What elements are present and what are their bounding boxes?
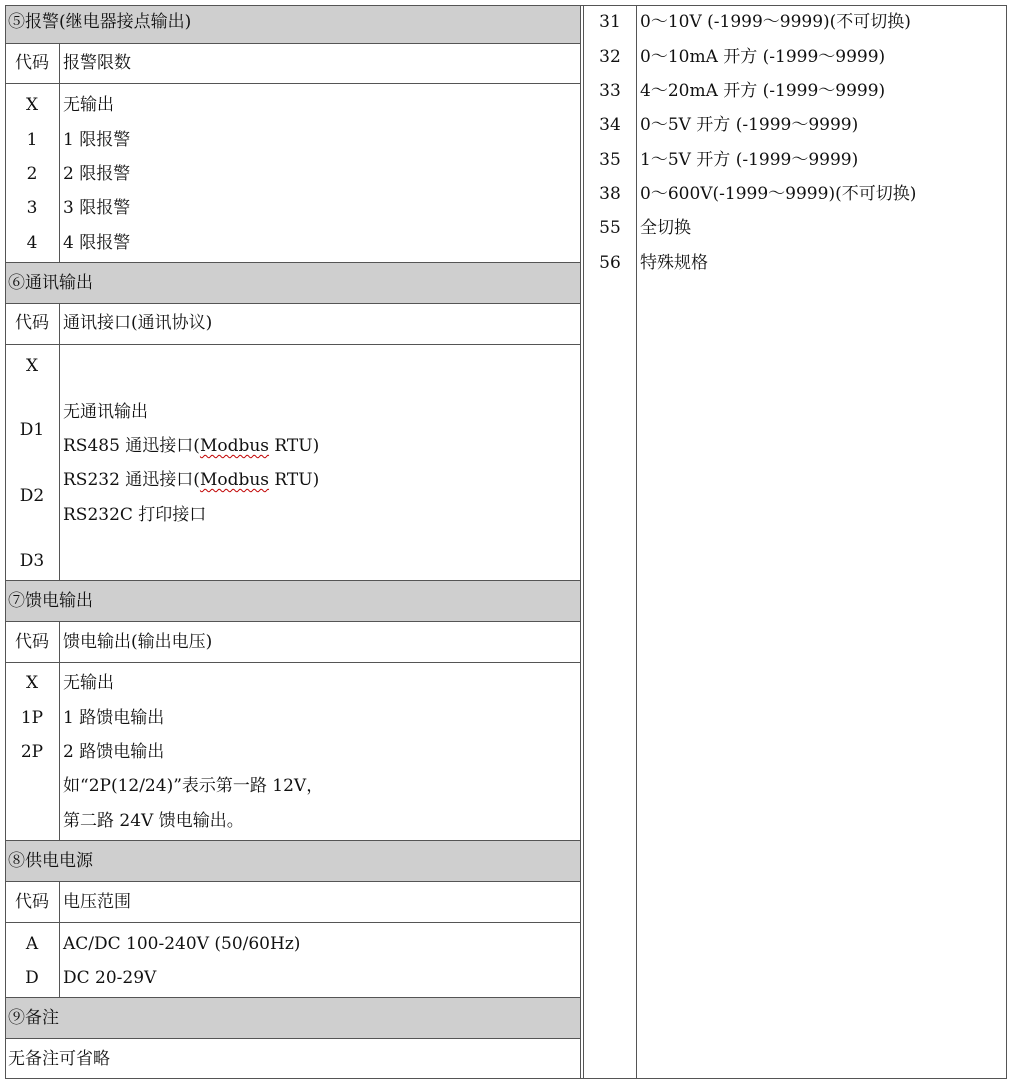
right-code: 35 <box>599 150 621 170</box>
feed-desc: 第二路 24V 馈电输出。 <box>63 811 244 831</box>
right-desc: 0～5V 开方 (-1999～9999) <box>640 115 859 135</box>
power-desc: AC/DC 100-240V (50/60Hz) <box>63 934 301 954</box>
feed-code: X <box>25 673 39 693</box>
right-code: 38 <box>599 184 621 204</box>
power-desc: DC 20-29V <box>63 968 157 988</box>
comm-code-header: 代码 <box>15 313 49 333</box>
power-code: D <box>25 968 39 988</box>
right-desc: 4～20mA 开方 (-1999～9999) <box>640 81 886 101</box>
alarm-col-header: 报警限数 <box>63 53 131 73</box>
right-desc: 0～10mA 开方 (-1999～9999) <box>640 47 886 67</box>
right-code: 55 <box>599 218 621 238</box>
right-desc: 1～5V 开方 (-1999～9999) <box>640 150 859 170</box>
comm-col-header: 通讯接口(通讯协议) <box>63 313 213 333</box>
right-desc: 0～600V(-1999～9999)(不可切换) <box>640 184 917 204</box>
alarm-desc: 4 限报警 <box>63 233 131 253</box>
feed-desc: 如“2P(12/24)”表示第一路 12V， <box>63 776 324 796</box>
alarm-desc: 无输出 <box>63 95 114 115</box>
feed-code: 1P <box>20 708 44 728</box>
right-code: 56 <box>599 253 621 273</box>
feed-col-header: 馈电输出(输出电压) <box>63 632 213 652</box>
alarm-code: X <box>25 95 39 115</box>
right-code: 31 <box>599 12 621 32</box>
feed-desc: 无输出 <box>63 673 114 693</box>
right-code: 32 <box>599 47 621 67</box>
power-code: A <box>25 934 39 954</box>
comm-code: D2 <box>19 486 45 506</box>
comm-desc: RS232 通迅接口(Modbus RTU) <box>63 470 320 490</box>
alarm-code: 4 <box>26 233 38 253</box>
alarm-code: 3 <box>26 198 38 218</box>
power-col-header: 电压范围 <box>63 892 131 912</box>
alarm-desc: 3 限报警 <box>63 198 131 218</box>
right-desc: 0～10V (-1999～9999)(不可切换) <box>640 12 911 32</box>
feed-code: 2P <box>20 742 44 762</box>
feed-desc: 1 路馈电输出 <box>63 708 165 728</box>
note-section-header <box>5 998 580 1038</box>
alarm-code-header: 代码 <box>15 53 49 73</box>
note-text: 无备注可省略 <box>8 1049 110 1069</box>
feed-desc: 2 路馈电输出 <box>63 742 165 762</box>
alarm-desc: 1 限报警 <box>63 130 131 150</box>
comm-code: X <box>25 356 39 376</box>
alarm-code: 2 <box>26 164 38 184</box>
power-code-header: 代码 <box>15 892 49 912</box>
comm-desc: RS232C 打印接口 <box>63 505 207 525</box>
alarm-code: 1 <box>26 130 38 150</box>
feed-code-header: 代码 <box>15 632 49 652</box>
comm-title: ⑥通讯输出 <box>8 273 93 293</box>
feed-title: ⑦馈电输出 <box>8 591 93 611</box>
right-desc: 特殊规格 <box>640 253 708 273</box>
alarm-desc: 2 限报警 <box>63 164 131 184</box>
comm-desc: 无通讯输出 <box>63 402 148 422</box>
comm-desc: RS485 通迅接口(Modbus RTU) <box>63 436 320 456</box>
right-desc: 全切换 <box>640 218 691 238</box>
alarm-title: ⑤报警(继电器接点输出) <box>8 12 192 32</box>
comm-code: D3 <box>19 551 45 571</box>
right-code: 33 <box>599 81 621 101</box>
comm-code: D1 <box>19 420 45 440</box>
note-title: ⑨备注 <box>8 1008 59 1028</box>
right-code: 34 <box>599 115 621 135</box>
power-title: ⑧供电电源 <box>8 851 93 871</box>
